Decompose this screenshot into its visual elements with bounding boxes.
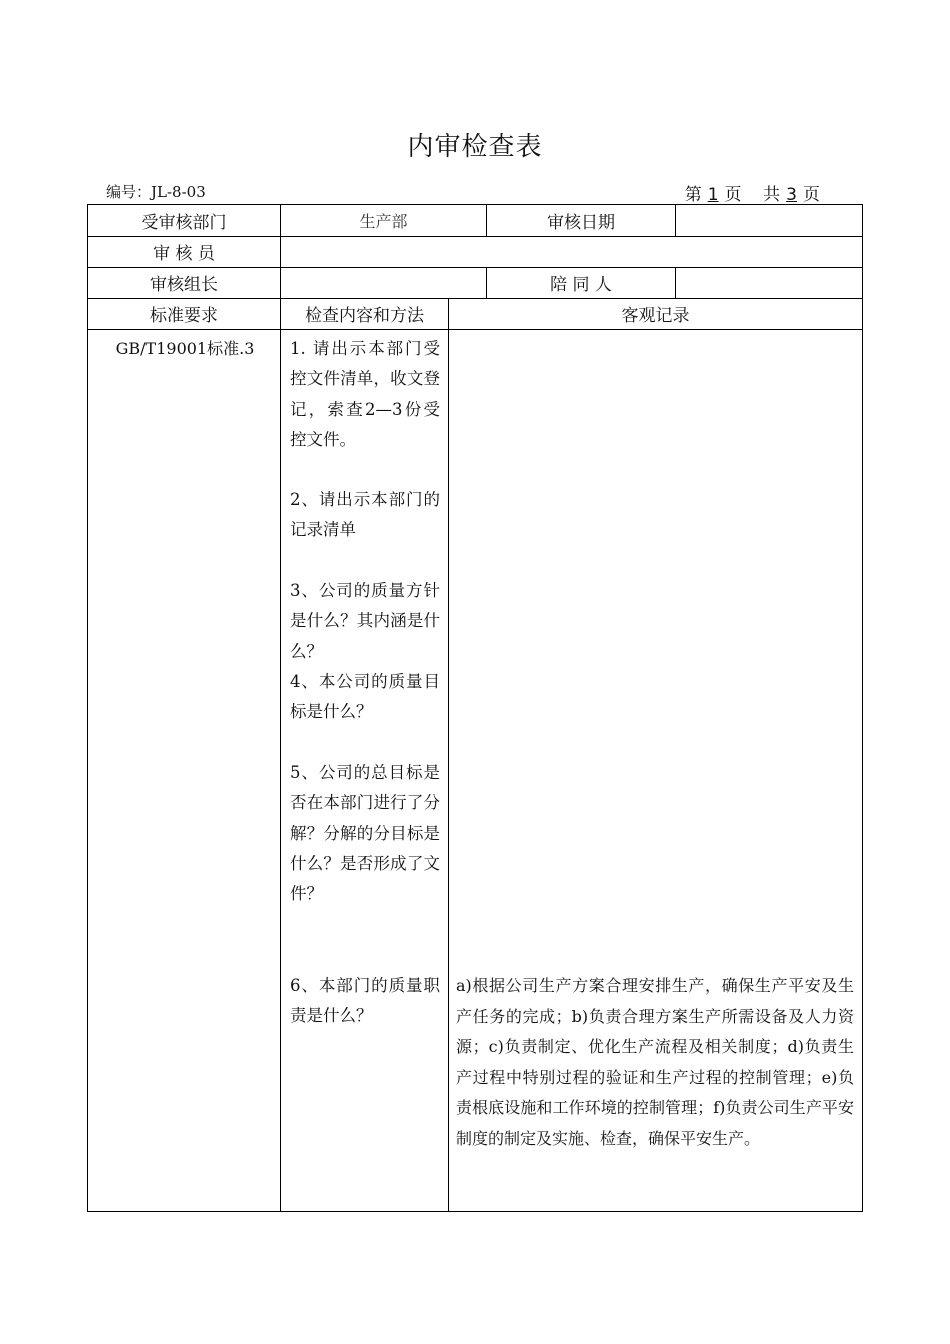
audit-checklist-table	[87, 204, 863, 1212]
page-prefix: 第	[684, 185, 702, 205]
checklist-body	[88, 330, 862, 1211]
dept-value[interactable]: 生产部	[359, 212, 408, 231]
page-suffix: 页	[803, 185, 820, 205]
question-item: 1. 请出示本部门受控文件清单，收文登记，索查2—3份受控文件。	[290, 339, 440, 449]
column-header-standard: 标准要求	[150, 306, 218, 326]
column-header-record: 客观记录	[621, 306, 690, 326]
page-current: 1	[707, 185, 719, 205]
auditor-value[interactable]	[281, 236, 862, 267]
escort-value[interactable]	[676, 267, 862, 298]
escort-label: 陪 同 人	[550, 275, 612, 295]
question-item: 4、本公司的质量目标是什么？	[290, 672, 440, 722]
column-header-method: 检查内容和方法	[305, 306, 424, 326]
standard-reference: GB/T19001标准.3	[115, 339, 255, 358]
page-mid: 页 共	[724, 185, 781, 205]
record-text: a)根据公司生产方案合理安排生产，确保生产平安及生产任务的完成；b)负责合理方案生产所需设备及人力资源；c)负责制定、优化生产流程及相关制度；d)负责生产过程中特别过程的验证和生产过程的控制管理；e)负责根底设施和工作环境的控制管理；f)负责公司生产平安制度的制定及实施、检查，确保平安生产。	[456, 976, 854, 1148]
auditor-label: 审 核 员	[153, 244, 215, 264]
question-item: 2、请出示本部门的记录清单	[290, 490, 440, 540]
document-number: 编号：JL-8-03	[106, 183, 206, 201]
page-title: 内审检查表	[407, 132, 543, 162]
date-label: 审核日期	[547, 213, 615, 233]
page-total: 3	[786, 185, 797, 205]
question-item: 6、本部门的质量职责是什么？	[290, 976, 440, 1026]
question-item: 5、公司的总目标是否在本部门进行了分解？分解的分目标是什么？是否形成了文件？	[290, 763, 440, 904]
leader-value[interactable]	[281, 267, 486, 298]
dept-label: 受审核部门	[141, 213, 227, 233]
date-value[interactable]	[676, 205, 862, 236]
page-indicator	[685, 180, 820, 205]
question-item: 3、公司的质量方针是什么？其内涵是什么？	[290, 581, 440, 661]
leader-label: 审核组长	[150, 275, 218, 295]
